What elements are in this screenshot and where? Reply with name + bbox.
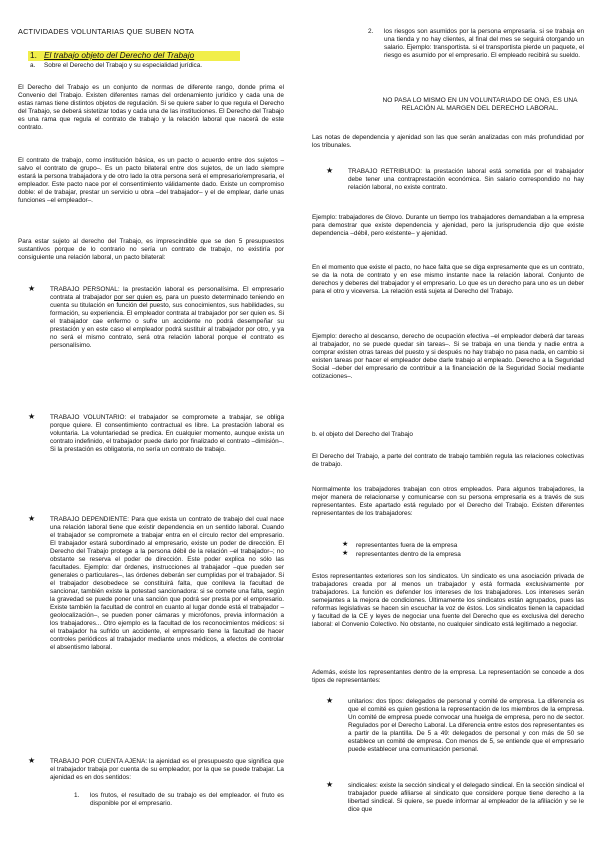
star-bullet-icon: ★ <box>28 412 36 421</box>
list-item-text: unitarios: dos tipos: delegados de personal y comité de empresa. La diferencia es que el comité es quien gestiona la representación de los miembros de la empresa. Un comité de empresa puede convocar una huelga de empresa, pero no de sector. Regulados por el Derecho Laboral. La diferencia entre estos dos representantes es a partir de la plantilla. De 5 a 49: delegados de personal y con más de 50 se establece un comité de empresa. Con menos de 5, se entiende que el empresario puede establecer una comunicación personal. <box>348 698 584 753</box>
list-item-text: TRABAJO VOLUNTARIO: el trabajador se compromete a trabajar, se obliga porque quiere. El consentimiento contractual es libre. La prestación laboral es voluntaria. La voluntariedad se predica. En cualquier momento, aunque exista un contrato indefinido, el trabajador puede darlo por finalizado el contrato –dimisión–. Si la prestación es obligatoria, no sería un contrato de trabajo. <box>50 414 284 453</box>
item-number: 2. <box>368 28 374 35</box>
star-bullet-icon: ★ <box>326 166 334 175</box>
paragraph: Ejemplo: trabajadores de Glovo. Durante un tiempo los trabajadores demandaban a la empresa para demostrar que existe dependencia y ajenidad, pero la jurisprudencia dijo que existe dependencia –débil, pero existente– y ajenidad. <box>312 214 584 237</box>
paragraph: El Derecho del Trabajo es un conjunto de normas de diferente rango, donde prima el Convenio del Trabajo. Existen diferentes ramas del ordenamiento jurídico y cada una de estas ramas tiene distintos objetos de regulación. Si se quiere saber lo que regula el Derecho del Trabajo, se deberá sistetizar todas y cada una de las instituciones. El Derecho del Trabajo es una rama que regula el contrato de trabajo y la relación laboral que nacerá de este contrato. <box>18 84 284 131</box>
heading-number: 1. <box>30 50 37 60</box>
list-item <box>342 551 582 559</box>
paragraph: El Derecho del Trabajo, a parte del contrato de trabajo también regula las relaciones colectivas de trabajo. <box>312 453 584 468</box>
star-bullet-icon: ★ <box>342 541 349 548</box>
list-item <box>326 168 584 192</box>
item-number: 1. <box>74 792 80 799</box>
item-text: los riesgos son asumidos por la persona empresaria. si se trabaja en una tienda y no hay clientes, al final del mes se seguirá otorgando un salario. Ejemplo: transportista. si el transportista pierde un paquete, el riesgo es asumido por el empresario. El empleado recibirá su sueldo. <box>384 28 584 59</box>
star-bullet-icon: ★ <box>28 284 36 293</box>
star-bullet-icon: ★ <box>342 550 349 557</box>
list-item <box>28 414 284 454</box>
paragraph: Estos representantes exteriores son los sindicatos. Un sindicato es una asociación privada de trabajadores creada por al menos un trabajador y está formada exclusivamente por trabajadores. La función es defender los intereses de los trabajadores. Los intereses serán semejantes a la mejora de condiciones. Últimamente los sindicatos están agrupados, pues las reformas legislativas se hacen sin escuchar la voz de éstos. Los sindicatos tienen la capacidad y facultad de la CE y leyes de negociar una fuente del Derecho que es exclusiva del derecho laboral: el Convenio Colectivo. No obstante, no cualquier sindicato está legitimado a negociar. <box>312 573 584 628</box>
subheading-label: a. <box>30 62 36 69</box>
paragraph: El contrato de trabajo, como institución básica, es un pacto o acuerdo entre dos sujetos –salvo el contrato de grupo–. Es un pacto bilateral entre dos sujetos, de un lado siempre estará la persona trabajadora y de otro lado la otra persona será el empresario/empresaria, el empleador. Este pacto nace por el consentimiento válidamente dado. Existe un compromiso doble: el de trabajar, prestar un servicio u obra –del trabajador– y el de emplear, darle unas funciones –el empleador–. <box>18 157 284 204</box>
section-heading-b: b. el objeto del Derecho del Trabajo <box>312 431 413 438</box>
caps-notice: NO PASA LO MISMO EN UN VOLUNTARIADO DE ONG, ES UNA RELACIÓN AL MARGEN DEL DERECHO LABORAL. <box>382 97 578 113</box>
list-item-text: TRABAJO POR CUENTA AJENA: la ajenidad es el presupuesto que significa que el trabajador trabaja por cuenta de su empleador, por la que se puede trabajar. La ajenidad es en dos sentidos: <box>50 758 284 781</box>
item-text: los frutos, el resultado de su trabajo es del empleador. el fruto es disponible por el empresario. <box>90 792 284 807</box>
paragraph: En el momento que existe el pacto, no hace falta que se diga expresamente que es un contrato, se da la nota de contrato y en ese mismo instante nace la relación laboral. Conjunto de derechos y deberes del trabajador y el empresario. Lo que es un derecho para uno es un deber para el otro y viceversa. La relación está sujeta al Derecho del Trabajo. <box>312 264 584 295</box>
paragraph: Las notas de dependencia y ajenidad son las que serán analizadas con más profundidad por los tribunales. <box>312 134 584 149</box>
star-bullet-icon: ★ <box>326 780 334 789</box>
list-item <box>326 782 584 814</box>
list-item-text: representantes fuera de la empresa <box>356 542 458 549</box>
list-item <box>326 698 584 754</box>
list-item <box>28 516 284 652</box>
star-bullet-icon: ★ <box>28 756 36 765</box>
list-item <box>28 758 284 782</box>
list-item-text: representantes dentro de la empresa <box>356 551 461 558</box>
paragraph: Además, existe los representantes dentro de la empresa. La representación se concede a dos tipos de representantes: <box>312 669 584 684</box>
paragraph: Para estar sujeto al derecho del Trabajo, es imprescindible que se den 5 presupuestos sustantivos porque de lo contrario no sería un contrato de trabajo, no existiría por consiguiente una relación laboral, un pacto bilateral: <box>18 238 284 261</box>
star-bullet-icon: ★ <box>28 514 36 523</box>
section-heading-1 <box>30 51 270 59</box>
numbered-item <box>368 28 584 60</box>
numbered-item <box>74 792 284 808</box>
subheading-a <box>30 62 284 70</box>
page-title: ACTIVIDADES VOLUNTARIAS QUE SUBEN NOTA <box>18 27 194 36</box>
heading-text: El trabajo objeto del Derecho del Trabajo <box>44 50 195 60</box>
list-item-text: TRABAJO DEPENDIENTE: Para que exista un contrato de trabajo del cual nace una relación laboral tiene que existir dependencia en un sentido laboral. Cuando el trabajador se compromete a trabajar entra en el círculo rector del empresario. El trabajador estará subordinado al empresario, existe un poder de dirección. El Derecho del Trabajo protege a la persona débil de la relación –el trabajador–; no obstante se reserva el poder de dirección. Este poder explica no sólo las facultades. Ejemplo: dar órdenes, instrucciones al trabajador –que pueden ser generales o particulares–, las órdenes deberán ser cumplidas por el trabajador. Si el trabajador desobedece se constituirá falta, que conlleva la facultad de sancionar, también existe la potestad sancionadora: si se comete una falta, según la gravedad se puede poner una sanción que podrá ser presta por el empresario. Existe también la facultad de control en cuanto al lugar donde está el trabajador –geolocalización–, se pueden poner cámaras y micrófonos, previa información a los trabajadores... Otro ejemplo es la facultad de los reconocimientos médicos: si el trabajador ha sufrido un accidente, el empresario tiene la facultad de hacer controles periódicos al trabajador mediante unos médicos, a efectos de controlar el absentismo laboral. <box>50 516 284 651</box>
paragraph: Ejemplo: derecho al descanso, derecho de ocupación efectiva –el empleador deberá dar tareas al trabajador, no se puede quedar sin tareas–. Si se trabaja en una tienda y nadie entra a comprar existen otras tareas del puesto y si después no hay trabajo no pasa nada, en cambio si existen tareas por hacer el empleador debe darle trabajo al empleado. Derecho a la Seguridad Social –deber del empresario de contribuir a la financiación de la Seguridad Social mediante cotizaciones–. <box>312 333 584 380</box>
list-item-text: TRABAJO PERSONAL: la prestación laboral es personalísima. El empresario contrata al trabajador por ser quien es, para un puesto determinado teniendo en cuenta su titulación en función del puesto, sus conocimientos, sus habilidades, su formación, su experiencia. El empleador contrata al trabajador por ser quien es. Si el trabajador cae enfermo o sufre un accidente no podrá desempeñar su prestación y en este caso el empleador podrá sustituir al trabajador por otro, y ya no será el mismo contrato, será otra relación laboral porque el contrato es personalísimo. <box>50 286 285 349</box>
star-bullet-icon: ★ <box>326 696 334 705</box>
list-item <box>342 542 582 550</box>
list-item-text: TRABAJO RETRIBUIDO: la prestación laboral está sometida por el trabajador debe tener una contraprestación económica. Sin salario correspondido no hay relación laboral, no existe contrato. <box>348 168 584 191</box>
list-item-text: sindicales: existe la sección sindical y el delegado sindical. En la sección sindical el trabajador puede afiliarse al sindicato que considere porque tiene derecho a la libertad sindical. Si quiere, se puede informar al empleador de la afiliación y se le dice que <box>348 782 584 813</box>
paragraph: Normalmente los trabajadores trabajan con otros empleados. Para algunos trabajadores, la mejor manera de relacionarse y comunicarse con su persona empresaria es a través de sus representantes. Este apartado está regulado por el Derecho del Trabajo. Existen diferentes representantes de los trabajadores: <box>312 486 584 517</box>
subheading-text: Sobre el Derecho del Trabajo y su especialidad jurídica. <box>44 62 203 69</box>
list-item <box>28 286 284 350</box>
